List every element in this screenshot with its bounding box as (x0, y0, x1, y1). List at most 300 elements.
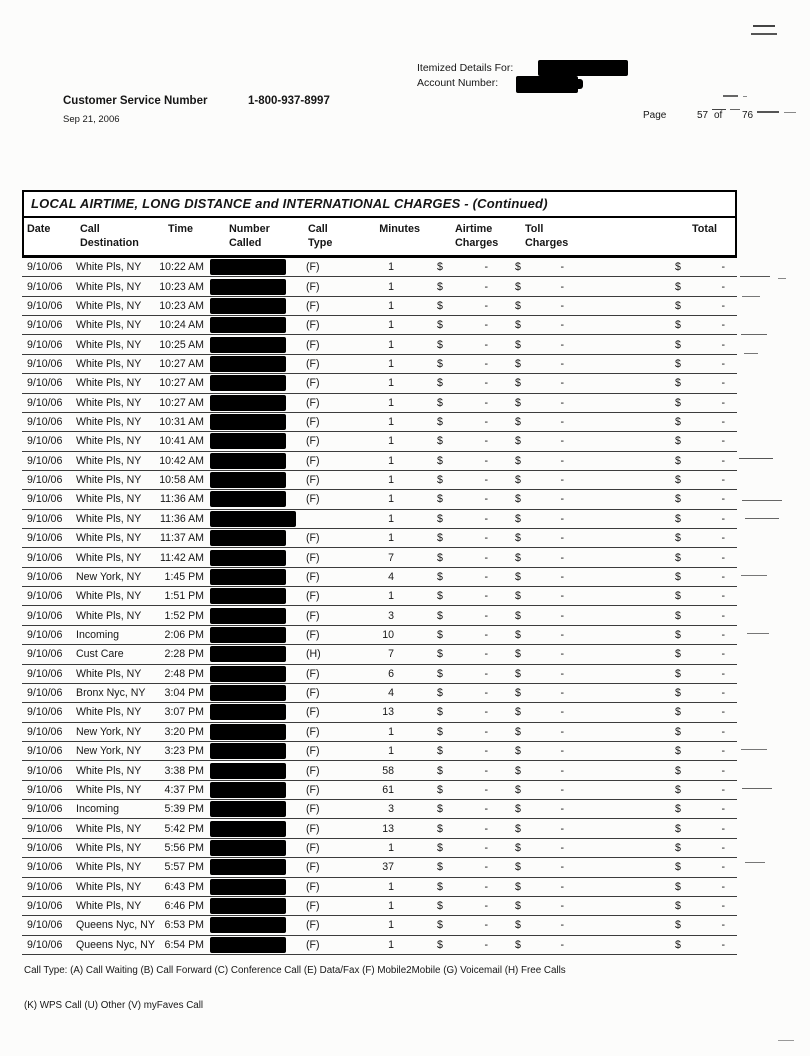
toll-currency-symbol: $ (515, 919, 521, 932)
airtime-currency-symbol: $ (437, 609, 443, 622)
airtime-currency-symbol: $ (437, 822, 443, 835)
airtime-amount: - (484, 764, 488, 777)
cell-date: 9/10/06 (27, 725, 63, 738)
total-amount: - (721, 493, 725, 506)
total-amount: - (721, 454, 725, 467)
call-type-legend-line1: Call Type: (A) Call Waiting (B) Call Forward (C) Conference Call (E) Data/Fax (F) Mobile2Mobile (G) Voicemail (H) Free Calls (24, 965, 566, 976)
cell-call-type: (F) (306, 629, 320, 641)
cell-toll-charges (498, 784, 578, 796)
cell-time: 2:48 PM (164, 667, 204, 680)
toll-currency-symbol: $ (515, 551, 521, 564)
toll-currency-symbol: $ (515, 416, 521, 429)
toll-amount: - (560, 667, 564, 680)
cell-airtime-charges (420, 552, 498, 564)
total-amount: - (721, 396, 725, 409)
toll-currency-symbol: $ (515, 629, 521, 641)
toll-currency-symbol: $ (515, 880, 521, 893)
cell-airtime-charges (420, 416, 498, 428)
col-header-number-line2: Called (229, 237, 262, 249)
airtime-currency-symbol: $ (437, 454, 443, 467)
cell-date: 9/10/06 (27, 338, 63, 351)
charges-table-head (22, 190, 737, 258)
cell-time: 5:39 PM (164, 803, 204, 816)
table-row (22, 258, 737, 277)
cell-call-type: (F) (306, 299, 320, 312)
cell-date: 9/10/06 (27, 841, 63, 854)
cell-date: 9/10/06 (27, 629, 63, 641)
cell-total (578, 706, 737, 718)
cell-call-type: (F) (306, 745, 320, 758)
scan-artifact (742, 500, 782, 501)
cell-number-called (207, 569, 299, 585)
cell-date: 9/10/06 (27, 532, 63, 545)
table-row (22, 819, 737, 838)
cell-toll-charges (498, 300, 578, 312)
cell-date: 9/10/06 (27, 745, 63, 758)
airtime-amount: - (484, 590, 488, 603)
total-currency-symbol: $ (675, 512, 681, 525)
cell-minutes: 1 (388, 454, 394, 467)
cell-toll-charges (498, 803, 578, 815)
cell-total (578, 590, 737, 602)
cell-time: 6:46 PM (164, 900, 204, 913)
cell-minutes: 1 (388, 280, 394, 293)
cell-date: 9/10/06 (27, 319, 63, 332)
cell-time: 3:23 PM (164, 745, 204, 758)
cell-minutes: 7 (388, 551, 394, 564)
redaction-box-number (210, 879, 286, 895)
total-amount: - (721, 706, 725, 719)
cell-destination: White Pls, NY (76, 396, 142, 409)
cell-date: 9/10/06 (27, 396, 63, 409)
total-currency-symbol: $ (675, 706, 681, 719)
airtime-currency-symbol: $ (437, 319, 443, 332)
airtime-amount: - (484, 338, 488, 351)
total-currency-symbol: $ (675, 822, 681, 835)
cell-total (578, 435, 737, 447)
cell-number-called (207, 879, 299, 895)
total-currency-symbol: $ (675, 687, 681, 700)
table-row (22, 374, 737, 393)
cell-airtime-charges (420, 900, 498, 912)
toll-amount: - (560, 919, 564, 932)
cell-toll-charges (498, 571, 578, 583)
cell-number-called (207, 433, 299, 449)
airtime-amount: - (484, 377, 488, 390)
cell-time: 10:41 AM (159, 435, 204, 448)
cell-total (578, 281, 737, 293)
redaction-box-number (210, 724, 286, 740)
toll-amount: - (560, 357, 564, 370)
toll-amount: - (560, 861, 564, 874)
cell-toll-charges (498, 416, 578, 428)
cell-time: 1:52 PM (164, 609, 204, 622)
cell-destination: White Pls, NY (76, 416, 142, 429)
airtime-currency-symbol: $ (437, 357, 443, 370)
cell-destination: White Pls, NY (76, 551, 142, 564)
total-currency-symbol: $ (675, 551, 681, 564)
total-amount: - (721, 299, 725, 312)
total-amount: - (721, 338, 725, 351)
cell-number-called (207, 259, 299, 275)
cell-destination: Incoming (76, 803, 119, 816)
cell-time: 6:43 PM (164, 880, 204, 893)
cell-destination: White Pls, NY (76, 590, 142, 603)
cell-total (578, 261, 737, 273)
table-row (22, 684, 737, 703)
cell-destination: Bronx Nyc, NY (76, 687, 146, 700)
redaction-box-number (210, 317, 286, 333)
total-amount: - (721, 900, 725, 913)
total-amount: - (721, 725, 725, 738)
cell-minutes: 3 (388, 803, 394, 816)
table-row (22, 277, 737, 296)
cell-total (578, 745, 737, 757)
toll-amount: - (560, 938, 564, 951)
toll-amount: - (560, 377, 564, 390)
redaction-box-number (210, 356, 286, 372)
cell-time: 10:27 AM (159, 396, 204, 409)
toll-amount: - (560, 745, 564, 758)
toll-amount: - (560, 338, 564, 351)
cell-number-called (207, 898, 299, 914)
scan-artifact (723, 95, 738, 97)
airtime-amount: - (484, 357, 488, 370)
cell-airtime-charges (420, 513, 498, 525)
statement-date: Sep 21, 2006 (63, 114, 120, 125)
cell-airtime-charges (420, 881, 498, 893)
scan-artifact (740, 276, 770, 277)
cell-date: 9/10/06 (27, 687, 63, 700)
cell-toll-charges (498, 668, 578, 680)
cell-number-called (207, 782, 299, 798)
toll-currency-symbol: $ (515, 454, 521, 467)
scan-artifact (745, 862, 765, 863)
redaction-box-number (210, 704, 286, 720)
cell-airtime-charges (420, 358, 498, 370)
cell-total (578, 493, 737, 505)
redaction-box-number (210, 472, 286, 488)
airtime-amount: - (484, 435, 488, 448)
col-header-airtime-line1: Airtime (455, 223, 493, 235)
cell-toll-charges (498, 900, 578, 912)
cell-number-called (207, 840, 299, 856)
scan-artifact (784, 112, 796, 113)
cell-number-called (207, 337, 299, 353)
cell-call-type: (F) (306, 706, 320, 719)
airtime-amount: - (484, 299, 488, 312)
cell-minutes: 10 (382, 629, 394, 641)
toll-currency-symbol: $ (515, 687, 521, 700)
cell-time: 2:28 PM (164, 648, 204, 661)
redaction-box-number (210, 453, 286, 469)
cell-call-type: (F) (306, 377, 320, 390)
airtime-currency-symbol: $ (437, 725, 443, 738)
cell-airtime-charges (420, 281, 498, 293)
airtime-currency-symbol: $ (437, 590, 443, 603)
total-amount: - (721, 745, 725, 758)
cell-date: 9/10/06 (27, 280, 63, 293)
airtime-amount: - (484, 609, 488, 622)
scan-artifact (751, 33, 777, 35)
airtime-amount: - (484, 493, 488, 506)
redaction-box-number (210, 840, 286, 856)
cell-call-type: (F) (306, 261, 320, 274)
airtime-amount: - (484, 880, 488, 893)
airtime-currency-symbol: $ (437, 280, 443, 293)
airtime-currency-symbol: $ (437, 900, 443, 913)
cell-date: 9/10/06 (27, 551, 63, 564)
cell-minutes: 1 (388, 880, 394, 893)
airtime-amount: - (484, 803, 488, 816)
cell-airtime-charges (420, 939, 498, 951)
cell-number-called (207, 763, 299, 779)
toll-currency-symbol: $ (515, 319, 521, 332)
total-currency-symbol: $ (675, 357, 681, 370)
table-row (22, 452, 737, 471)
cell-number-called (207, 937, 299, 953)
table-row (22, 858, 737, 877)
cell-minutes: 1 (388, 938, 394, 951)
cell-airtime-charges (420, 784, 498, 796)
airtime-amount: - (484, 783, 488, 796)
total-amount: - (721, 570, 725, 583)
cell-minutes: 6 (388, 667, 394, 680)
airtime-amount: - (484, 900, 488, 913)
table-row (22, 355, 737, 374)
airtime-currency-symbol: $ (437, 648, 443, 661)
cell-destination: White Pls, NY (76, 261, 142, 274)
total-amount: - (721, 822, 725, 835)
scan-artifact (742, 296, 760, 297)
cell-call-type: (F) (306, 764, 320, 777)
airtime-amount: - (484, 938, 488, 951)
cell-time: 5:56 PM (164, 841, 204, 854)
airtime-currency-symbol: $ (437, 299, 443, 312)
cell-date: 9/10/06 (27, 474, 63, 487)
redaction-box-number (210, 588, 286, 604)
cell-total (578, 881, 737, 893)
toll-currency-symbol: $ (515, 261, 521, 274)
cell-toll-charges (498, 281, 578, 293)
total-currency-symbol: $ (675, 900, 681, 913)
cell-airtime-charges (420, 823, 498, 835)
cell-call-type: (F) (306, 609, 320, 622)
total-amount: - (721, 319, 725, 332)
airtime-currency-symbol: $ (437, 551, 443, 564)
redaction-box-number (210, 627, 286, 643)
cell-airtime-charges (420, 571, 498, 583)
cell-number-called (207, 704, 299, 720)
cell-toll-charges (498, 823, 578, 835)
cell-minutes: 1 (388, 396, 394, 409)
airtime-amount: - (484, 396, 488, 409)
total-amount: - (721, 880, 725, 893)
cell-airtime-charges (420, 300, 498, 312)
cell-date: 9/10/06 (27, 900, 63, 913)
cell-number-called (207, 685, 299, 701)
total-currency-symbol: $ (675, 861, 681, 874)
cell-time: 3:07 PM (164, 706, 204, 719)
cell-total (578, 455, 737, 467)
cell-call-type: (F) (306, 435, 320, 448)
table-row (22, 548, 737, 567)
cell-airtime-charges (420, 706, 498, 718)
airtime-amount: - (484, 454, 488, 467)
cell-number-called (207, 608, 299, 624)
toll-currency-symbol: $ (515, 803, 521, 816)
scan-artifact (747, 633, 769, 634)
cell-toll-charges (498, 919, 578, 931)
cell-number-called (207, 453, 299, 469)
toll-amount: - (560, 299, 564, 312)
scan-artifact (739, 458, 773, 459)
cell-airtime-charges (420, 590, 498, 602)
cell-date: 9/10/06 (27, 880, 63, 893)
scan-artifact (778, 1040, 794, 1041)
toll-currency-symbol: $ (515, 938, 521, 951)
airtime-amount: - (484, 319, 488, 332)
cell-airtime-charges (420, 455, 498, 467)
table-title: LOCAL AIRTIME, LONG DISTANCE and INTERNATIONAL CHARGES - (Continued) (24, 192, 735, 218)
toll-currency-symbol: $ (515, 396, 521, 409)
airtime-amount: - (484, 261, 488, 274)
cell-date: 9/10/06 (27, 416, 63, 429)
toll-currency-symbol: $ (515, 609, 521, 622)
table-row (22, 800, 737, 819)
cell-destination: White Pls, NY (76, 435, 142, 448)
cell-toll-charges (498, 881, 578, 893)
cell-destination: White Pls, NY (76, 667, 142, 680)
cell-toll-charges (498, 532, 578, 544)
cell-date: 9/10/06 (27, 590, 63, 603)
cell-minutes: 1 (388, 841, 394, 854)
redaction-box-number (210, 259, 286, 275)
cell-time: 10:24 AM (159, 319, 204, 332)
cell-time: 1:51 PM (164, 590, 204, 603)
cell-call-type: (F) (306, 454, 320, 467)
cell-destination: New York, NY (76, 725, 142, 738)
cell-call-type: (F) (306, 880, 320, 893)
total-currency-symbol: $ (675, 648, 681, 661)
cell-call-type: (F) (306, 783, 320, 796)
cell-minutes: 1 (388, 493, 394, 506)
table-row (22, 703, 737, 722)
cell-total (578, 532, 737, 544)
total-currency-symbol: $ (675, 667, 681, 680)
total-amount: - (721, 938, 725, 951)
cell-minutes: 1 (388, 590, 394, 603)
customer-service-label: Customer Service Number (63, 95, 208, 107)
account-number-label: Account Number: (417, 77, 499, 89)
toll-amount: - (560, 900, 564, 913)
cell-toll-charges (498, 648, 578, 660)
airtime-amount: - (484, 551, 488, 564)
cell-minutes: 1 (388, 532, 394, 545)
toll-currency-symbol: $ (515, 299, 521, 312)
cell-number-called (207, 666, 299, 682)
cell-call-type: (F) (306, 841, 320, 854)
cell-minutes: 61 (382, 783, 394, 796)
cell-total (578, 765, 737, 777)
cell-date: 9/10/06 (27, 706, 63, 719)
cell-time: 11:36 AM (160, 493, 204, 506)
toll-amount: - (560, 803, 564, 816)
toll-amount: - (560, 280, 564, 293)
table-body (22, 258, 737, 955)
airtime-amount: - (484, 706, 488, 719)
total-amount: - (721, 512, 725, 525)
total-amount: - (721, 532, 725, 545)
table-row (22, 490, 737, 509)
cell-toll-charges (498, 726, 578, 738)
cell-airtime-charges (420, 397, 498, 409)
scan-artifact (743, 96, 747, 97)
cell-destination: White Pls, NY (76, 880, 142, 893)
cell-date: 9/10/06 (27, 454, 63, 467)
total-amount: - (721, 648, 725, 661)
total-currency-symbol: $ (675, 396, 681, 409)
total-currency-symbol: $ (675, 803, 681, 816)
airtime-currency-symbol: $ (437, 687, 443, 700)
toll-currency-symbol: $ (515, 377, 521, 390)
total-currency-symbol: $ (675, 745, 681, 758)
cell-total (578, 687, 737, 699)
cell-call-type: (F) (306, 493, 320, 506)
cell-toll-charges (498, 861, 578, 873)
cell-total (578, 339, 737, 351)
page-of-label: of (714, 110, 723, 121)
total-currency-symbol: $ (675, 590, 681, 603)
airtime-amount: - (484, 570, 488, 583)
cell-destination: Incoming (76, 629, 119, 641)
total-currency-symbol: $ (675, 938, 681, 951)
cell-toll-charges (498, 745, 578, 757)
cell-destination: White Pls, NY (76, 706, 142, 719)
cell-toll-charges (498, 590, 578, 602)
toll-currency-symbol: $ (515, 783, 521, 796)
airtime-currency-symbol: $ (437, 880, 443, 893)
cell-total (578, 939, 737, 951)
cell-number-called (207, 472, 299, 488)
airtime-amount: - (484, 919, 488, 932)
cell-destination: White Pls, NY (76, 357, 142, 370)
cell-airtime-charges (420, 668, 498, 680)
total-currency-symbol: $ (675, 570, 681, 583)
toll-currency-symbol: $ (515, 648, 521, 661)
cell-minutes: 4 (388, 687, 394, 700)
table-row (22, 723, 737, 742)
cell-date: 9/10/06 (27, 357, 63, 370)
airtime-currency-symbol: $ (437, 764, 443, 777)
cell-number-called (207, 801, 299, 817)
cell-airtime-charges (420, 377, 498, 389)
airtime-currency-symbol: $ (437, 783, 443, 796)
cell-minutes: 1 (388, 261, 394, 274)
toll-currency-symbol: $ (515, 861, 521, 874)
cell-call-type: (F) (306, 319, 320, 332)
redaction-box-number (210, 433, 286, 449)
redaction-box-number (210, 821, 286, 837)
toll-amount: - (560, 512, 564, 525)
table-row (22, 839, 737, 858)
cell-total (578, 610, 737, 622)
scan-artifact (753, 25, 775, 27)
table-row (22, 897, 737, 916)
table-row (22, 471, 737, 490)
cell-total (578, 861, 737, 873)
toll-currency-symbol: $ (515, 822, 521, 835)
